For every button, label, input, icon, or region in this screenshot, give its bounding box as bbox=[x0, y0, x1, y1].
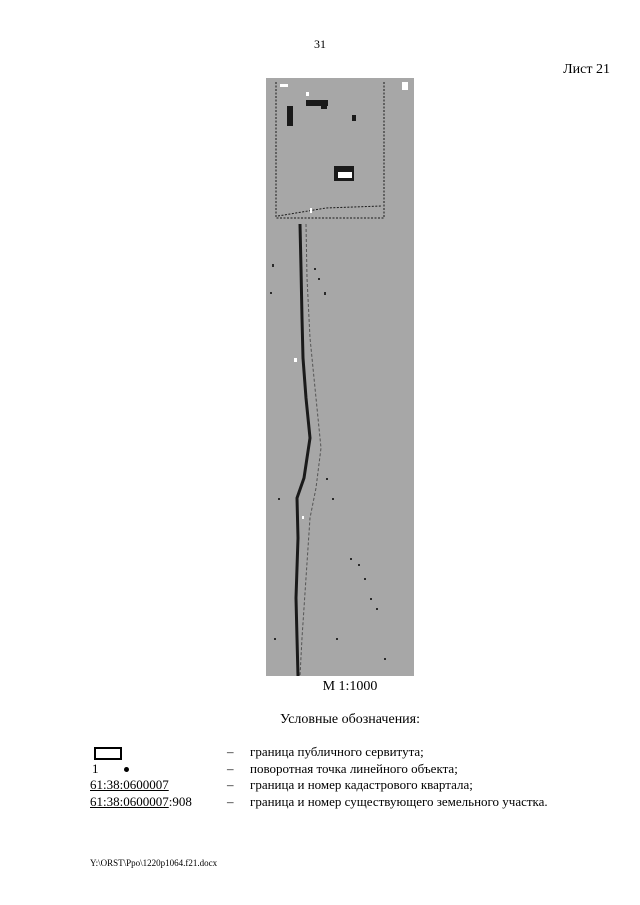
legend-symbol bbox=[90, 744, 220, 760]
legend-dash: – bbox=[227, 793, 234, 809]
cadastral-map bbox=[266, 78, 414, 676]
sheet-label: Лист 21 bbox=[563, 62, 610, 77]
legend-label: граница и номер существующего земельного участка. bbox=[250, 793, 548, 809]
legend-dash: – bbox=[227, 760, 234, 776]
map-scale: М 1:1000 bbox=[322, 679, 378, 694]
servitude-boundary-icon bbox=[94, 747, 122, 760]
land-plot-quarter: 61:38:0600007 bbox=[90, 793, 169, 809]
legend-symbol bbox=[90, 794, 220, 810]
legend-symbol bbox=[90, 777, 220, 793]
legend-label: граница и номер кадастрового квартала; bbox=[250, 777, 473, 792]
legend-dash: – bbox=[227, 744, 234, 759]
legend-title: Условные обозначения: bbox=[279, 712, 421, 727]
map-drawing bbox=[266, 78, 414, 676]
point-dot-icon bbox=[124, 767, 129, 772]
page-number: 31 bbox=[314, 37, 326, 51]
cadastral-quarter-number: 61:38:0600007 bbox=[90, 777, 169, 792]
land-plot-suffix: :908 bbox=[168, 793, 192, 809]
legend-symbol bbox=[90, 761, 220, 777]
file-path: Y:\ORST\Ppo\1220p1064.f21.docx bbox=[90, 858, 218, 868]
legend-label: поворотная точка линейного объекта; bbox=[250, 760, 458, 776]
point-number: 1 bbox=[92, 760, 99, 776]
land-plot-number bbox=[90, 794, 192, 810]
legend-dash: – bbox=[227, 777, 234, 792]
legend-label: граница публичного сервитута; bbox=[250, 744, 424, 759]
